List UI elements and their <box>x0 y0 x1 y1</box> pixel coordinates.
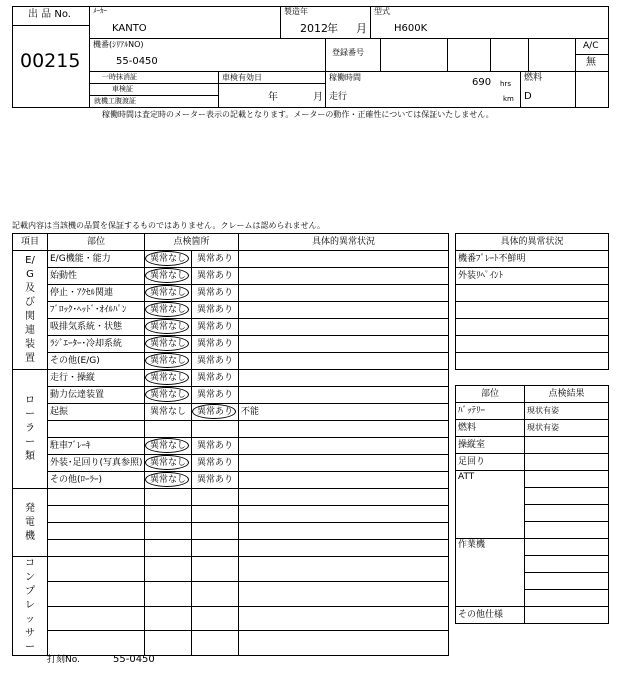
result-part: 燃料 <box>456 420 525 437</box>
issue-cell <box>456 319 609 336</box>
issue-cell[interactable] <box>192 455 239 472</box>
issue-row <box>456 319 609 336</box>
detail-cell <box>239 336 449 353</box>
issue-cell <box>456 353 609 370</box>
circle-mark <box>145 472 189 487</box>
issue-cell[interactable] <box>192 523 239 540</box>
part-cell <box>48 489 145 506</box>
result-value <box>525 454 609 471</box>
issue-row <box>456 302 609 319</box>
maker-label: ﾒｰｶｰ <box>93 7 107 15</box>
issue-cell[interactable] <box>192 606 239 631</box>
part-cell: E/G機能・能力 <box>48 251 145 268</box>
issue-cell[interactable] <box>192 251 239 268</box>
part-cell: 外装･足回り(写真参照) <box>48 455 145 472</box>
issue-cell <box>456 285 609 302</box>
no-issue-option: 異常なし <box>149 304 186 315</box>
issue-row <box>456 268 609 285</box>
detail-cell <box>239 319 449 336</box>
circle-mark <box>145 336 189 351</box>
part-cell: 動力伝達装置 <box>48 387 145 404</box>
no-issue-option: 異常なし <box>149 389 186 400</box>
no-issue-cell[interactable] <box>145 557 192 582</box>
issue-cell[interactable] <box>192 631 239 656</box>
no-issue-cell[interactable] <box>145 489 192 506</box>
result-row <box>456 420 609 437</box>
month-unit: 月 <box>356 22 367 35</box>
circle-mark <box>145 353 189 368</box>
ac-label: A/C <box>583 41 599 51</box>
detail-cell <box>239 523 449 540</box>
part-cell: 走行・操縦 <box>48 370 145 387</box>
shipment-no: 00215 <box>20 50 81 72</box>
table-row <box>13 319 449 336</box>
no-issue-cell[interactable] <box>145 268 192 285</box>
result-header-result: 点検結果 <box>525 386 609 403</box>
no-issue-cell[interactable] <box>145 370 192 387</box>
issue-row <box>456 336 609 353</box>
result-value: 現状有姿 <box>525 403 609 420</box>
result-header-part: 部位 <box>456 386 525 403</box>
part-cell: ﾌﾞﾛｯｸ･ﾍｯﾄﾞ･ｵｲﾙﾊﾟﾝ <box>48 302 145 319</box>
no-issue-cell[interactable] <box>145 455 192 472</box>
no-issue-cell[interactable] <box>145 302 192 319</box>
col-header-part: 部位 <box>48 234 145 251</box>
issue-cell <box>456 302 609 319</box>
result-row <box>456 454 609 471</box>
issue-option: 異常あり <box>197 304 234 315</box>
no-issue-cell[interactable] <box>145 631 192 656</box>
ac-value: 無 <box>586 57 596 68</box>
att-label: ATT <box>456 471 525 539</box>
fuel-label: 燃料 <box>524 73 543 83</box>
table-row <box>13 472 449 489</box>
hours-disclaimer: 稼働時間は査定時のメーター表示の記載となります。メーターの動作・正確性については保証いたしません。 <box>102 110 494 119</box>
no-issue-cell[interactable] <box>145 581 192 606</box>
no-issue-cell[interactable] <box>145 606 192 631</box>
fuel-value: D <box>524 91 532 102</box>
detail-cell <box>239 472 449 489</box>
other-label: その他仕様 <box>456 607 525 624</box>
table-row <box>13 370 449 387</box>
result-value: 現状有姿 <box>525 420 609 437</box>
group-label-cell <box>13 251 48 370</box>
part-cell: 駐車ﾌﾞﾚｰｷ <box>48 438 145 455</box>
no-issue-option: 異常なし <box>149 287 186 298</box>
part-cell: 停止・ｱｸｾﾙ関連 <box>48 285 145 302</box>
table-row <box>13 302 449 319</box>
model-value: H600K <box>394 23 428 34</box>
issue-cell[interactable] <box>192 404 239 421</box>
no-issue-option: 異常なし <box>149 253 186 264</box>
table-row <box>13 438 449 455</box>
no-issue-cell[interactable] <box>145 540 192 557</box>
circle-mark <box>145 302 189 317</box>
no-issue-option: 異常なし <box>149 406 186 417</box>
shipment-no-label: 出 品 No. <box>28 9 71 20</box>
inspection-label: 車検有効日 <box>222 73 262 82</box>
table-row <box>13 557 449 582</box>
result-row <box>456 437 609 454</box>
issue-option: 異常あり <box>197 389 234 400</box>
detail-cell: 不能 <box>239 404 449 421</box>
issue-option: 異常あり <box>197 440 234 451</box>
part-cell <box>48 421 145 438</box>
table-row <box>13 606 449 631</box>
serial-label: 機番(ｼﾘｱﾙNO) <box>93 40 144 49</box>
year-label: 製造年 <box>284 7 308 16</box>
part-cell: その他(ﾛｰﾗｰ) <box>48 472 145 489</box>
group-label: E/G及び関連装置 <box>25 255 35 364</box>
detail-cell <box>239 268 449 285</box>
detail-cell <box>239 251 449 268</box>
result-part: ﾊﾞｯﾃﾘｰ <box>456 403 525 420</box>
table-row <box>13 285 449 302</box>
detail-cell <box>239 353 449 370</box>
hours-label: 稼働時間 <box>329 73 361 82</box>
no-issue-option: 異常なし <box>149 457 186 468</box>
issue-cell[interactable] <box>192 268 239 285</box>
group-label: 発電機 <box>25 502 35 542</box>
detail-cell <box>239 489 449 506</box>
detail-cell <box>239 438 449 455</box>
issue-option: 異常あり <box>197 338 234 349</box>
group-label: コンプレッサー <box>25 558 35 653</box>
part-cell <box>48 606 145 631</box>
issue-row <box>456 353 609 370</box>
no-issue-cell[interactable] <box>145 319 192 336</box>
part-cell: その他(E/G) <box>48 353 145 370</box>
issue-cell[interactable] <box>192 336 239 353</box>
vehicle-cert-label: 車検証 <box>112 85 133 93</box>
quality-disclaimer: 記載内容は当該機の品質を保証するものではありません。クレームは認められません。 <box>12 221 325 230</box>
no-issue-option: 異常なし <box>149 338 186 349</box>
detail-cell <box>239 557 449 582</box>
group-label-cell <box>13 370 48 489</box>
table-row <box>13 336 449 353</box>
inspection-table <box>12 233 449 656</box>
issue-cell[interactable] <box>192 302 239 319</box>
col-header-item: 項目 <box>13 234 48 251</box>
no-issue-option: 異常なし <box>149 440 186 451</box>
issue-option: 異常あり <box>197 372 234 383</box>
issue-cell: 機番ﾌﾟﾚｰﾄ不鮮明 <box>456 251 609 268</box>
group-label-cell <box>13 489 48 557</box>
issue-cell[interactable] <box>192 370 239 387</box>
part-cell: ﾗｼﾞｴｰﾀｰ･冷却系統 <box>48 336 145 353</box>
issue-cell[interactable] <box>192 489 239 506</box>
result-part: 操縦室 <box>456 437 525 454</box>
table-row <box>13 581 449 606</box>
issue-option: 異常あり <box>197 253 234 264</box>
circle-mark <box>192 404 236 419</box>
stamp-label: 打刻No. <box>47 655 80 665</box>
issue-table <box>455 233 609 370</box>
issue-cell <box>456 336 609 353</box>
issue-option: 異常あり <box>197 270 234 281</box>
result-part: 足回り <box>456 454 525 471</box>
issue-cell[interactable] <box>192 506 239 523</box>
detail-cell <box>239 506 449 523</box>
issue-cell[interactable] <box>192 472 239 489</box>
part-cell <box>48 631 145 656</box>
detail-cell <box>239 302 449 319</box>
year-value: 2012 <box>300 22 328 35</box>
no-issue-cell[interactable] <box>145 472 192 489</box>
part-cell <box>48 557 145 582</box>
result-row <box>456 403 609 420</box>
detail-cell <box>239 421 449 438</box>
circle-mark <box>145 455 189 470</box>
inspection-month-unit: 月 <box>313 92 323 103</box>
issue-cell[interactable] <box>192 421 239 438</box>
no-issue-cell[interactable] <box>145 387 192 404</box>
work-cert-label: 就機工腹渡証 <box>94 97 136 105</box>
issue-cell[interactable] <box>192 540 239 557</box>
detail-cell <box>239 387 449 404</box>
travel-label: 走行 <box>329 92 348 102</box>
work-label: 作業機 <box>456 539 525 607</box>
no-issue-option: 異常なし <box>149 321 186 332</box>
no-issue-cell[interactable] <box>145 438 192 455</box>
part-cell <box>48 540 145 557</box>
detail-cell <box>239 581 449 606</box>
result-value <box>525 437 609 454</box>
issue-option: 異常あり <box>197 474 234 485</box>
hours-value: 690 <box>472 77 492 88</box>
group-label-cell <box>13 557 48 656</box>
reg-label: 登録番号 <box>332 48 364 57</box>
model-label: 型式 <box>374 7 390 16</box>
table-row <box>13 455 449 472</box>
detail-cell <box>239 631 449 656</box>
table-row <box>13 353 449 370</box>
circle-mark <box>145 268 189 283</box>
issue-option: 異常あり <box>197 321 234 332</box>
table-row <box>13 506 449 523</box>
issue-cell[interactable] <box>192 581 239 606</box>
group-label: ローラー類 <box>25 395 35 462</box>
issue-option: 異常あり <box>197 355 234 366</box>
issue-option: 異常あり <box>197 457 234 468</box>
no-issue-option: 異常なし <box>149 355 186 366</box>
no-issue-cell[interactable] <box>145 506 192 523</box>
issue-cell: 外装ﾘﾍﾟｲﾝﾄ <box>456 268 609 285</box>
part-cell <box>48 581 145 606</box>
issue-row <box>456 285 609 302</box>
no-issue-cell[interactable] <box>145 421 192 438</box>
table-row <box>13 421 449 438</box>
detail-cell <box>239 455 449 472</box>
part-cell <box>48 506 145 523</box>
no-issue-cell[interactable] <box>145 251 192 268</box>
hours-unit: hrs <box>500 80 511 88</box>
issue-header: 具体的異常状況 <box>456 234 609 251</box>
detail-cell <box>239 285 449 302</box>
table-row <box>13 251 449 268</box>
part-cell: 吸排気系統・状態 <box>48 319 145 336</box>
issue-cell[interactable] <box>192 438 239 455</box>
circle-mark <box>145 370 189 385</box>
temp-export-label: 一時抹消証 <box>102 73 137 81</box>
table-row <box>13 268 449 285</box>
stamp-value: 55-0450 <box>113 654 155 665</box>
no-issue-cell[interactable] <box>145 336 192 353</box>
no-issue-option: 異常なし <box>149 372 186 383</box>
table-row <box>13 404 449 421</box>
maker-value: KANTO <box>112 23 147 34</box>
part-cell: 始動性 <box>48 268 145 285</box>
col-header-check: 点検箇所 <box>145 234 239 251</box>
no-issue-cell[interactable] <box>145 353 192 370</box>
no-issue-cell[interactable] <box>145 523 192 540</box>
detail-cell <box>239 606 449 631</box>
circle-mark <box>145 438 189 453</box>
table-row <box>13 489 449 506</box>
circle-mark <box>145 319 189 334</box>
no-issue-cell[interactable] <box>145 285 192 302</box>
circle-mark <box>145 285 189 300</box>
part-cell <box>48 523 145 540</box>
circle-mark <box>145 251 189 266</box>
circle-mark <box>145 387 189 402</box>
table-row <box>13 387 449 404</box>
km-unit: km <box>503 95 514 103</box>
col-header-detail: 具体的異常状況 <box>239 234 449 251</box>
year-unit: 年 <box>327 22 338 35</box>
result-table <box>455 385 609 624</box>
issue-cell[interactable] <box>192 557 239 582</box>
issue-row <box>456 251 609 268</box>
detail-cell <box>239 540 449 557</box>
issue-cell[interactable] <box>192 319 239 336</box>
no-issue-option: 異常なし <box>149 474 186 485</box>
no-issue-cell[interactable] <box>145 404 192 421</box>
detail-cell <box>239 370 449 387</box>
issue-cell[interactable] <box>192 285 239 302</box>
serial-value: 55-0450 <box>116 56 158 67</box>
issue-option: 異常あり <box>197 406 234 417</box>
table-row <box>13 523 449 540</box>
table-row <box>13 540 449 557</box>
table-row <box>13 631 449 656</box>
issue-cell[interactable] <box>192 387 239 404</box>
issue-cell[interactable] <box>192 353 239 370</box>
inspection-year-unit: 年 <box>268 92 278 103</box>
part-cell: 起振 <box>48 404 145 421</box>
issue-option: 異常あり <box>197 287 234 298</box>
no-issue-option: 異常なし <box>149 270 186 281</box>
